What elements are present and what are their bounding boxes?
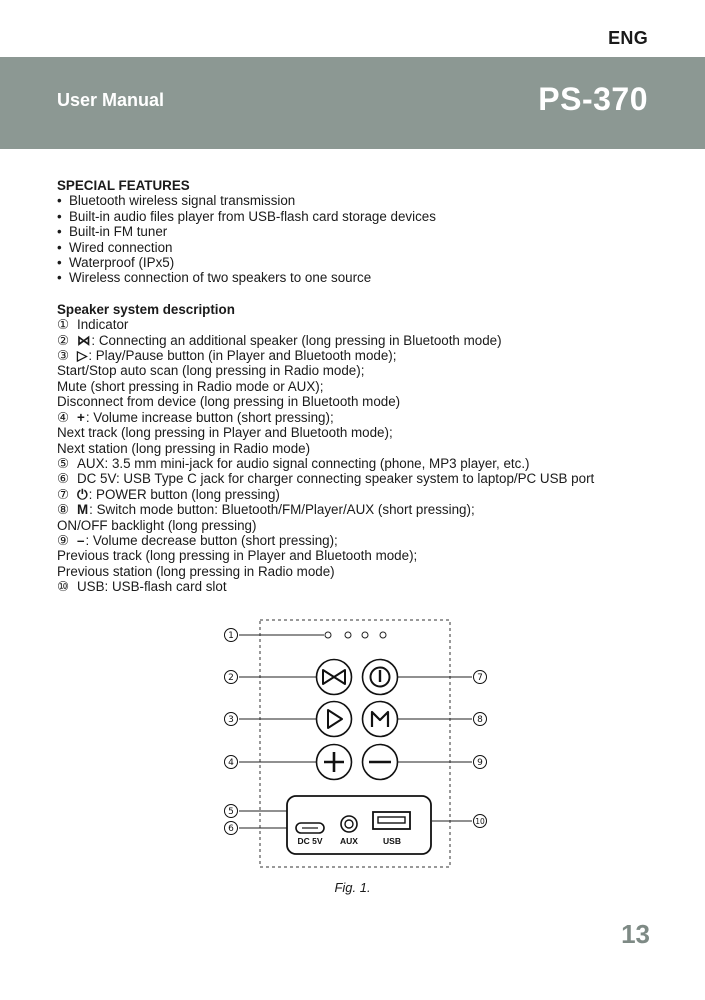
description-line xyxy=(57,363,657,378)
description-text: : Connecting an additional speaker (long pressing in Bluetooth mode) xyxy=(91,332,502,348)
callout-9 xyxy=(474,756,487,769)
description-line xyxy=(57,410,657,425)
item-number: ⑩ xyxy=(57,579,70,595)
description-line xyxy=(57,317,657,332)
led-icon xyxy=(345,632,351,638)
svg-text:2: 2 xyxy=(228,673,234,684)
button-symbol-icon: – xyxy=(77,532,85,548)
item-number: ⑨ xyxy=(57,532,70,548)
page-number: 13 xyxy=(621,919,650,949)
svg-text:8: 8 xyxy=(477,715,483,726)
description-list xyxy=(57,317,657,594)
item-number: ⑧ xyxy=(57,502,70,518)
description-text: : Play/Pause button (in Player and Bluetooth mode); xyxy=(88,348,397,364)
button-symbol-icon: + xyxy=(77,409,85,425)
usb-port[interactable] xyxy=(373,812,410,829)
description-line xyxy=(57,425,657,440)
callout-8 xyxy=(474,713,487,726)
description-line xyxy=(57,518,657,533)
feature-item: • Bluetooth wireless signal transmission xyxy=(57,193,657,208)
callout-3 xyxy=(225,713,238,726)
description-text: AUX: 3.5 mm mini-jack for audio signal connecting (phone, MP3 player, etc.) xyxy=(77,455,530,471)
usb-port-label: USB xyxy=(383,836,401,846)
callout-7 xyxy=(474,671,487,684)
description-line xyxy=(57,502,657,517)
description-line xyxy=(57,471,657,486)
description-line xyxy=(57,394,657,409)
description-line xyxy=(57,456,657,471)
description-text: DC 5V: USB Type C jack for charger connecting speaker system to laptop/PC USB port xyxy=(77,471,595,487)
mode-button[interactable] xyxy=(363,702,398,737)
description-line xyxy=(57,379,657,394)
description-text: Previous track (long pressing in Player and Bluetooth mode); xyxy=(57,548,418,564)
item-number: ④ xyxy=(57,409,70,425)
features-heading: SPECIAL FEATURES xyxy=(57,178,190,193)
model-name: PS-370 xyxy=(538,81,648,117)
language-label: ENG xyxy=(608,28,648,48)
led-icon xyxy=(325,632,331,638)
description-line xyxy=(57,487,657,502)
dc-port-label: DC 5V xyxy=(297,836,323,846)
power-button[interactable] xyxy=(363,660,398,695)
description-line xyxy=(57,564,657,579)
description-text: Next track (long pressing in Player and Bluetooth mode); xyxy=(57,425,393,441)
description-text: : Volume decrease button (short pressing); xyxy=(85,532,338,548)
svg-text:6: 6 xyxy=(228,824,234,835)
description-text: Start/Stop auto scan (long pressing in Radio mode); xyxy=(57,363,365,379)
description-text: Mute (short pressing in Radio mode or AUX); xyxy=(57,378,324,394)
features-list xyxy=(57,193,657,285)
description-line xyxy=(57,579,657,594)
feature-item: • Built-in audio files player from USB-flash card storage devices xyxy=(57,209,657,224)
button-symbol-icon: M xyxy=(77,502,89,518)
description-line xyxy=(57,441,657,456)
callout-2 xyxy=(225,671,238,684)
description-line xyxy=(57,348,657,363)
svg-text:9: 9 xyxy=(477,758,483,769)
item-number: ⑦ xyxy=(57,486,70,502)
item-number: ① xyxy=(57,317,70,333)
item-number: ⑥ xyxy=(57,471,70,487)
description-text: Indicator xyxy=(77,317,129,333)
callout-4 xyxy=(225,756,238,769)
feature-item: • Wireless connection of two speakers to one source xyxy=(57,270,657,285)
svg-text:1: 1 xyxy=(228,631,234,642)
button-symbol-icon: ⏻ xyxy=(77,486,88,502)
callout-1 xyxy=(225,629,238,642)
description-text: : Switch mode button: Bluetooth/FM/Player/AUX (short pressing); xyxy=(89,502,475,518)
description-text: Disconnect from device (long pressing in Bluetooth mode) xyxy=(57,394,401,410)
description-line xyxy=(57,333,657,348)
figure-caption: Fig. 1. xyxy=(334,880,371,895)
item-number: ⑤ xyxy=(57,455,70,471)
volume-down-button[interactable] xyxy=(363,745,398,780)
description-text: Previous station (long pressing in Radio mode) xyxy=(57,563,335,579)
indicator-leds xyxy=(325,632,386,638)
speaker-control-panel-figure xyxy=(220,618,505,873)
link-speaker-button[interactable] xyxy=(317,660,352,695)
aux-port[interactable] xyxy=(341,816,357,832)
callout-6 xyxy=(225,822,238,835)
feature-item: • Built-in FM tuner xyxy=(57,224,657,239)
led-icon xyxy=(380,632,386,638)
description-line xyxy=(57,548,657,563)
manual-content xyxy=(57,178,657,595)
description-text: USB: USB-flash card slot xyxy=(77,579,227,595)
aux-port-label: AUX xyxy=(340,836,358,846)
item-number: ③ xyxy=(57,348,70,364)
description-text: Next station (long pressing in Radio mode) xyxy=(57,440,311,456)
feature-item: • Waterproof (IPx5) xyxy=(57,255,657,270)
description-line xyxy=(57,533,657,548)
feature-item: • Wired connection xyxy=(57,240,657,255)
svg-text:5: 5 xyxy=(228,807,234,818)
led-icon xyxy=(362,632,368,638)
description-text: : Volume increase button (short pressing); xyxy=(85,409,334,425)
header-banner xyxy=(0,57,705,149)
description-heading: Speaker system description xyxy=(57,301,235,317)
callout-5 xyxy=(225,805,238,818)
button-symbol-icon: ⋈ xyxy=(77,332,91,348)
item-number: ② xyxy=(57,332,70,348)
button-symbol-icon: ▷ xyxy=(77,348,88,364)
svg-text:4: 4 xyxy=(228,758,234,769)
description-text: : POWER button (long pressing) xyxy=(88,486,280,502)
svg-text:10: 10 xyxy=(475,817,485,827)
manual-title: User Manual xyxy=(57,90,165,110)
description-text: ON/OFF backlight (long pressing) xyxy=(57,517,257,533)
volume-up-button[interactable] xyxy=(317,745,352,780)
callout-10 xyxy=(474,815,487,828)
play-pause-button[interactable] xyxy=(317,702,352,737)
svg-text:3: 3 xyxy=(228,715,234,726)
svg-text:7: 7 xyxy=(477,673,483,684)
dc-5v-port[interactable] xyxy=(296,823,324,833)
